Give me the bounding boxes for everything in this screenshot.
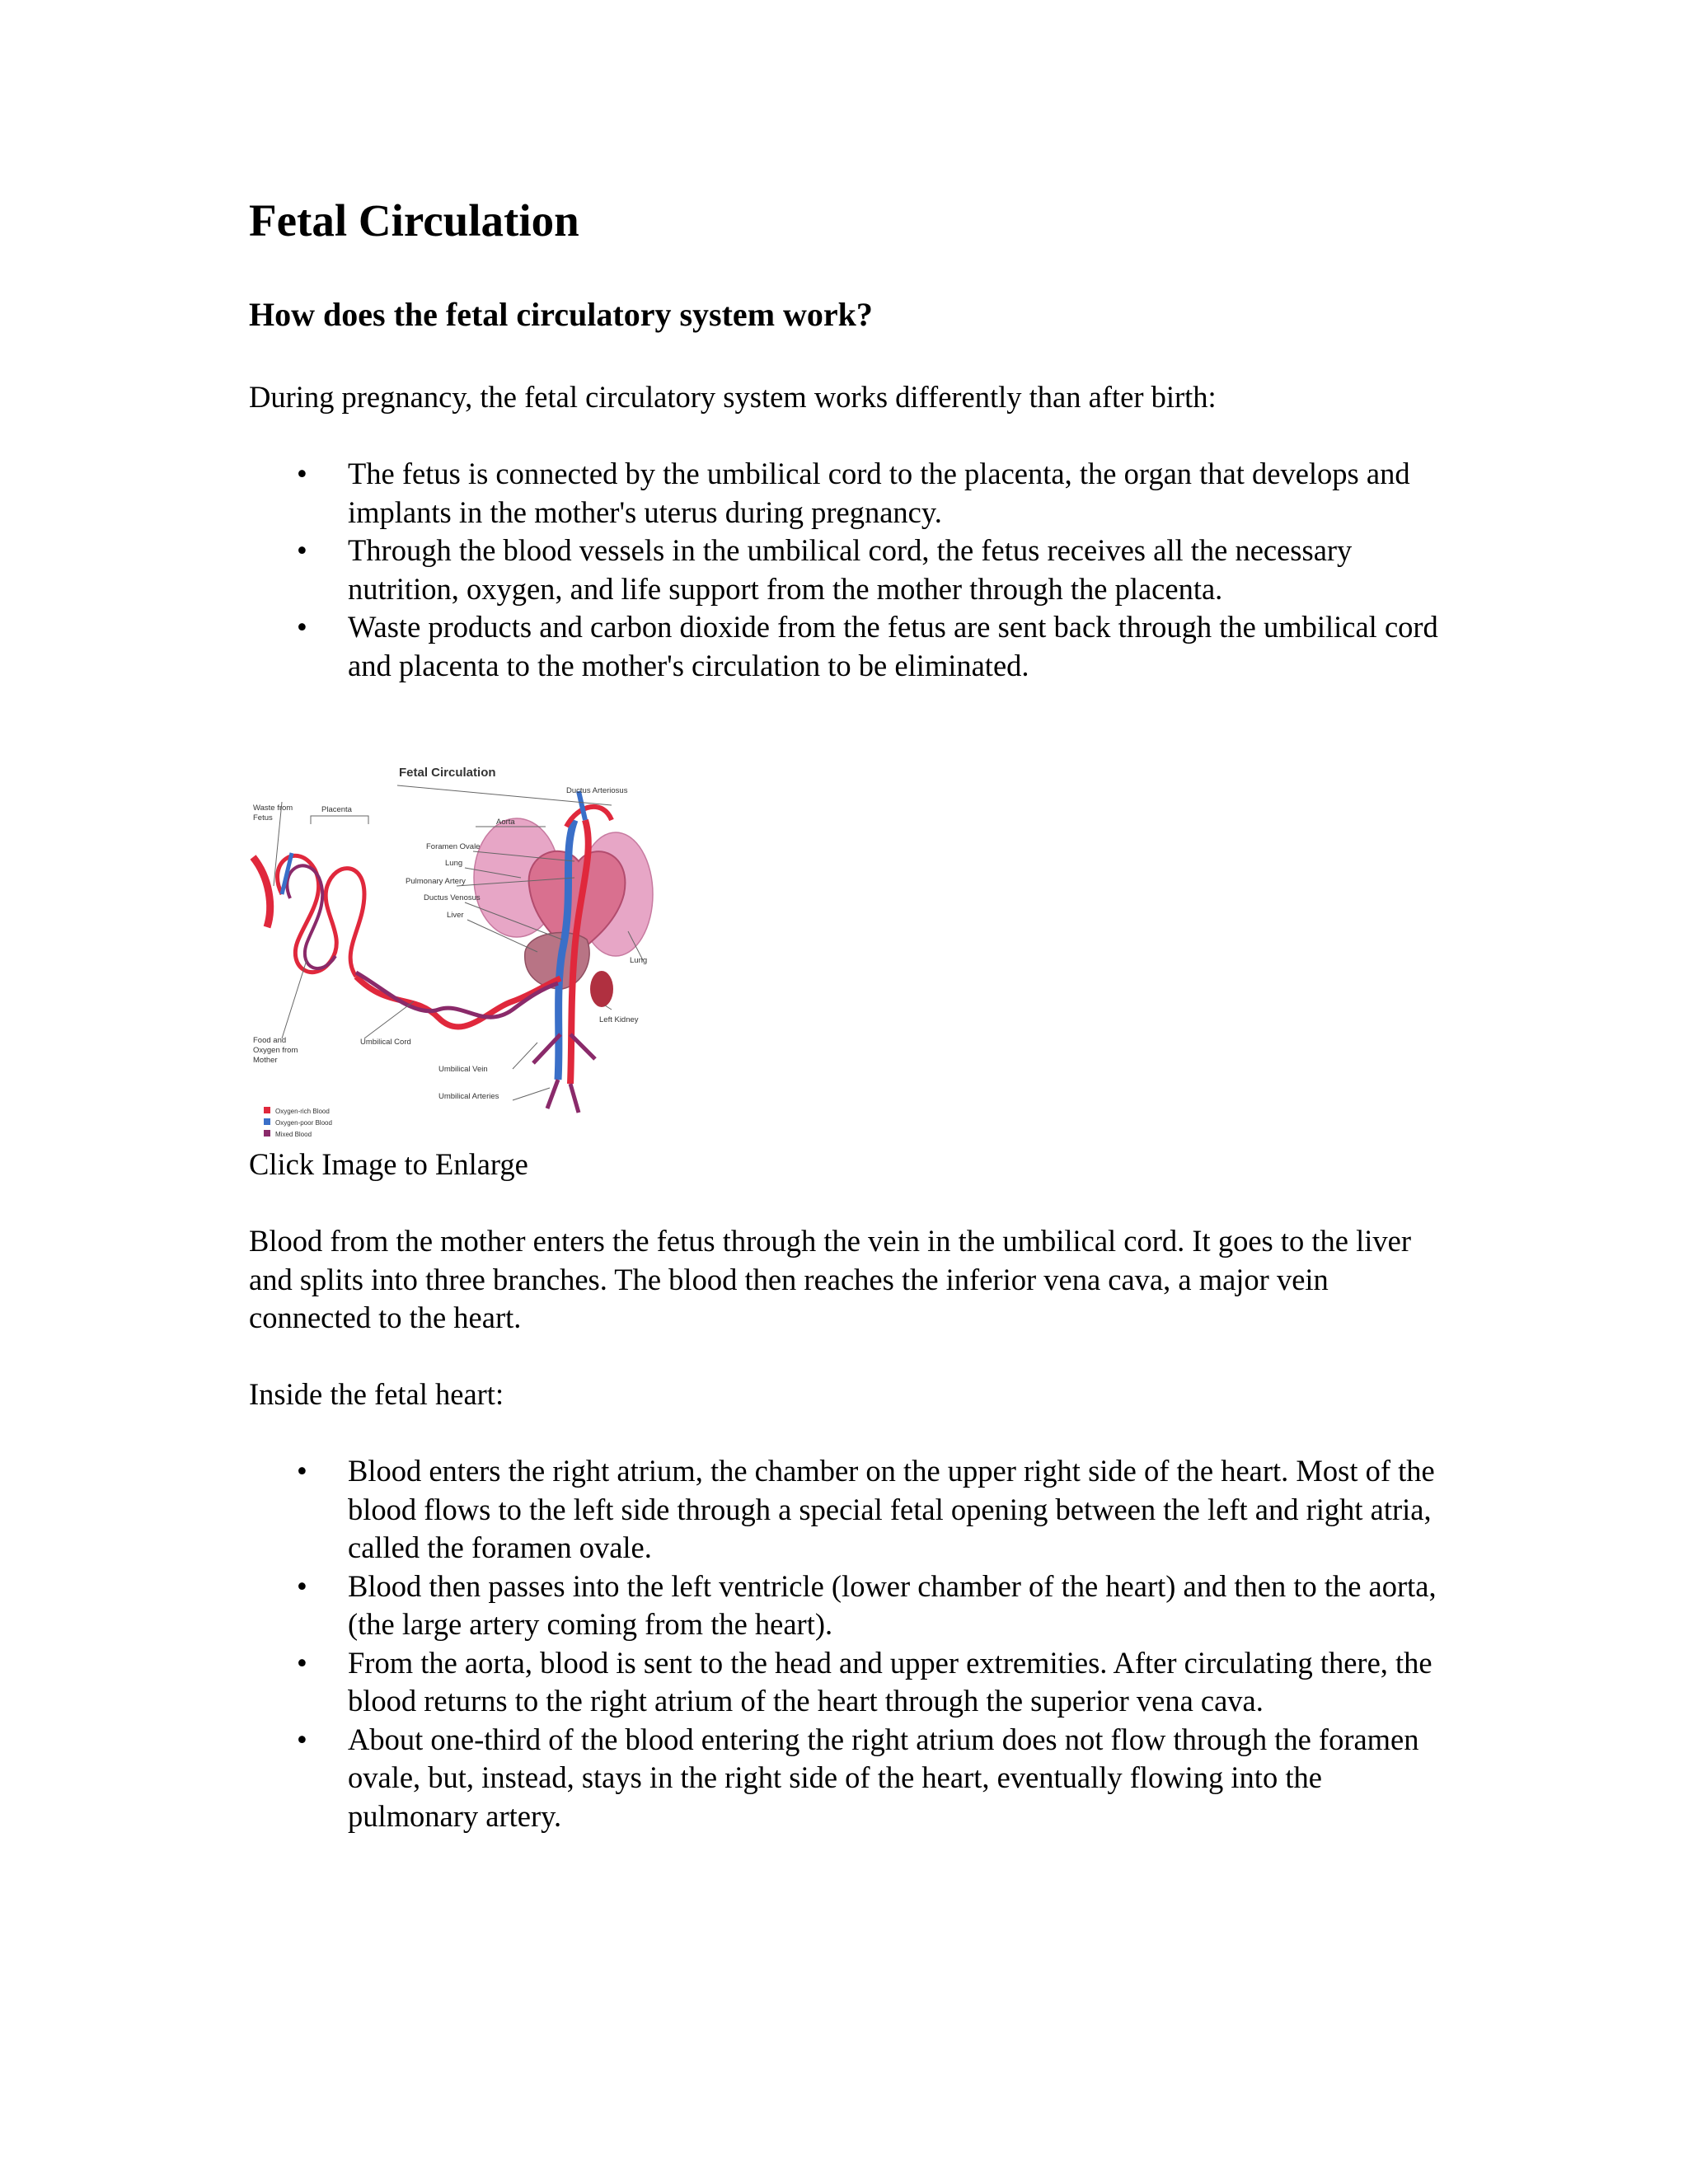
blood-flow-paragraph: Blood from the mother enters the fetus through the vein in the umbilical cord. It goes to the liver and splits into three branches. The blood then reaches the inferior vena cava, a major vein connected to the heart. bbox=[249, 1224, 1411, 1334]
heart-bullet-list bbox=[249, 1452, 1452, 1835]
page-title: Fetal Circulation bbox=[249, 195, 579, 246]
list-item: • Waste products and carbon dioxide from the fetus are sent back through the umbilical cord and placenta to the mother's circulation to be eliminated. bbox=[249, 608, 1452, 685]
label-lung-outer: Lung bbox=[630, 956, 648, 965]
label-pulmonary-artery: Pulmonary Artery bbox=[406, 877, 466, 886]
intro-bullet-list bbox=[249, 455, 1452, 685]
label-left-kidney: Left Kidney bbox=[599, 1015, 639, 1024]
list-item: • From the aorta, blood is sent to the head and upper extremities. After circulating there, the blood returns to the right atrium of the heart through the superior vena cava. bbox=[249, 1644, 1452, 1721]
legend-swatch-oxygen-rich bbox=[264, 1107, 270, 1113]
umbilical-cord-leader bbox=[364, 1001, 414, 1038]
umbilical-vein-leader bbox=[513, 1043, 537, 1069]
legend-oxygen-rich: Oxygen-rich Blood bbox=[275, 1108, 330, 1115]
label-umbilical-arteries: Umbilical Arteries bbox=[438, 1092, 499, 1101]
fetal-circulation-figure[interactable] bbox=[249, 762, 661, 1141]
list-item: • About one-third of the blood entering the right atrium does not flow through the foramen ovale, but, instead, stays in the right side of the heart, eventually flowing into the pulmonary artery. bbox=[249, 1721, 1452, 1836]
fetal-circulation-diagram bbox=[249, 762, 661, 1141]
label-aorta: Aorta bbox=[496, 818, 515, 827]
label-umbilical-vein: Umbilical Vein bbox=[438, 1065, 488, 1074]
legend-mixed: Mixed Blood bbox=[275, 1131, 312, 1138]
maternal-artery bbox=[253, 857, 270, 927]
list-item: • Through the blood vessels in the umbilical cord, the fetus receives all the necessary nutrition, oxygen, and life support from the mother through the placenta. bbox=[249, 532, 1452, 608]
figure-title: Fetal Circulation bbox=[399, 766, 496, 780]
label-ductus-venosus: Ductus Venosus bbox=[424, 893, 481, 902]
legend-swatch-oxygen-poor bbox=[264, 1118, 270, 1125]
umbilical-cord-artery bbox=[356, 977, 560, 1027]
heart-intro-paragraph: Inside the fetal heart: bbox=[249, 1377, 504, 1411]
figure-caption-link[interactable]: Click Image to Enlarge bbox=[249, 1147, 528, 1181]
label-waste-from-fetus: Waste from Fetus bbox=[253, 804, 293, 823]
food-leader bbox=[282, 960, 307, 1038]
intro-paragraph: During pregnancy, the fetal circulatory system works differently than after birth: bbox=[249, 380, 1217, 414]
label-foramen-ovale: Foramen Ovale bbox=[426, 842, 481, 851]
iliac-vessels bbox=[533, 1034, 595, 1113]
kidney-shape bbox=[590, 971, 613, 1007]
label-ductus-arteriosus: Ductus Arteriosus bbox=[566, 786, 628, 795]
label-umbilical-cord: Umbilical Cord bbox=[360, 1038, 411, 1047]
label-food-oxygen: Food and Oxygen from Mother bbox=[253, 1036, 298, 1065]
section-heading: How does the fetal circulatory system work? bbox=[249, 296, 873, 333]
label-lung-inner: Lung bbox=[445, 859, 463, 868]
superior-vessel bbox=[579, 791, 585, 820]
umbilical-arteries-leader bbox=[513, 1088, 550, 1100]
list-item: • The fetus is connected by the umbilical cord to the placenta, the organ that develops and implants in the mother's uterus during pregnancy. bbox=[249, 455, 1452, 532]
list-item: • Blood then passes into the left ventricle (lower chamber of the heart) and then to the aorta, (the large artery coming from the heart). bbox=[249, 1568, 1452, 1644]
legend-swatch-mixed bbox=[264, 1130, 270, 1137]
kidney-leader bbox=[605, 1005, 612, 1010]
label-placenta: Placenta bbox=[321, 805, 352, 814]
list-item: • Blood enters the right atrium, the chamber on the upper right side of the heart. Most of the blood flows to the left side through a special fetal opening between the left and right atria, called the foramen ovale. bbox=[249, 1452, 1452, 1568]
legend-oxygen-poor: Oxygen-poor Blood bbox=[275, 1119, 332, 1127]
placenta-bracket bbox=[311, 816, 368, 824]
label-liver: Liver bbox=[447, 911, 464, 920]
